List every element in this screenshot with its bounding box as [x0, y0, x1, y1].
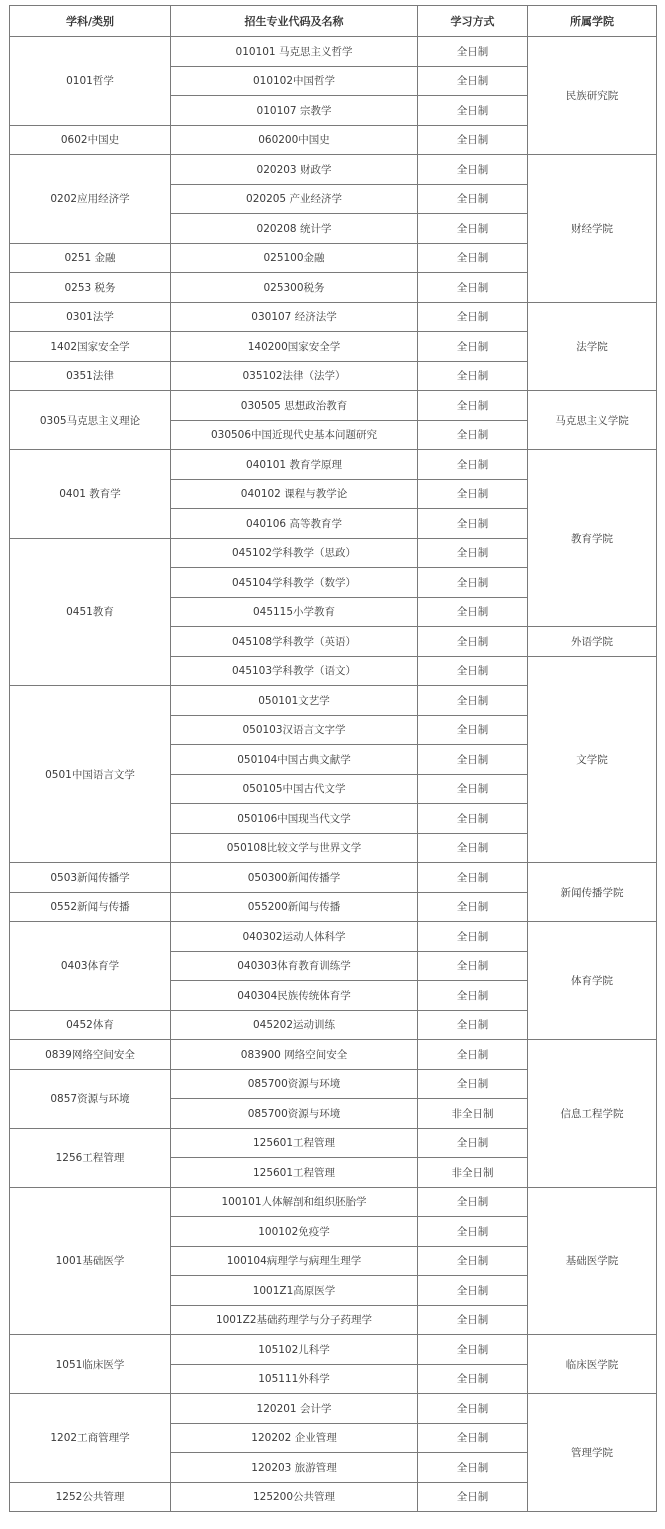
discipline-cell: 0253 税务	[10, 273, 171, 303]
table-row	[10, 450, 657, 480]
major-cell: 040303体育教育训练学	[171, 951, 418, 981]
study-mode-cell: 全日制	[418, 1394, 528, 1424]
study-mode-cell: 全日制	[418, 597, 528, 627]
major-cell: 100102免疫学	[171, 1217, 418, 1247]
study-mode-cell: 全日制	[418, 155, 528, 185]
study-mode-cell: 全日制	[418, 715, 528, 745]
major-cell: 045102学科教学（思政）	[171, 538, 418, 568]
discipline-cell: 1256工程管理	[10, 1128, 171, 1187]
major-cell: 050103汉语言文字学	[171, 715, 418, 745]
header-study-mode: 学习方式	[418, 6, 528, 37]
major-cell: 050101文艺学	[171, 686, 418, 716]
table-row	[10, 1040, 657, 1070]
major-cell: 020205 产业经济学	[171, 184, 418, 214]
discipline-cell: 1252公共管理	[10, 1482, 171, 1512]
major-cell: 045103学科教学（语文）	[171, 656, 418, 686]
study-mode-cell: 全日制	[418, 1276, 528, 1306]
major-cell: 010102中国哲学	[171, 66, 418, 96]
major-cell: 100104病理学与病理生理学	[171, 1246, 418, 1276]
major-cell: 055200新闻与传播	[171, 892, 418, 922]
discipline-cell: 0452体育	[10, 1010, 171, 1040]
college-cell: 基础医学院	[528, 1187, 657, 1335]
study-mode-cell: 全日制	[418, 538, 528, 568]
study-mode-cell: 全日制	[418, 1069, 528, 1099]
discipline-cell: 0503新闻传播学	[10, 863, 171, 893]
major-cell: 040106 高等教育学	[171, 509, 418, 539]
college-cell: 财经学院	[528, 155, 657, 303]
major-cell: 100101人体解剖和组织胚胎学	[171, 1187, 418, 1217]
major-cell: 085700资源与环境	[171, 1069, 418, 1099]
major-cell: 040304民族传统体育学	[171, 981, 418, 1011]
study-mode-cell: 全日制	[418, 774, 528, 804]
college-cell: 马克思主义学院	[528, 391, 657, 450]
table-row	[10, 391, 657, 421]
major-cell: 125200公共管理	[171, 1482, 418, 1512]
major-cell: 085700资源与环境	[171, 1099, 418, 1129]
major-cell: 020203 财政学	[171, 155, 418, 185]
major-cell: 050104中国古典文献学	[171, 745, 418, 775]
major-cell: 045108学科教学（英语）	[171, 627, 418, 657]
table-row	[10, 863, 657, 893]
major-cell: 025300税务	[171, 273, 418, 303]
study-mode-cell: 全日制	[418, 96, 528, 126]
study-mode-cell: 非全日制	[418, 1158, 528, 1188]
table-header	[10, 6, 657, 37]
study-mode-cell: 全日制	[418, 686, 528, 716]
discipline-cell: 0202应用经济学	[10, 155, 171, 244]
major-cell: 045115小学教育	[171, 597, 418, 627]
major-cell: 120203 旅游管理	[171, 1453, 418, 1483]
major-cell: 050105中国古代文学	[171, 774, 418, 804]
major-cell: 1001Z1高原医学	[171, 1276, 418, 1306]
study-mode-cell: 全日制	[418, 1040, 528, 1070]
study-mode-cell: 全日制	[418, 1335, 528, 1365]
discipline-cell: 1202工商管理学	[10, 1394, 171, 1483]
header-row	[10, 6, 657, 37]
discipline-cell: 0101哲学	[10, 37, 171, 126]
study-mode-cell: 全日制	[418, 420, 528, 450]
study-mode-cell: 全日制	[418, 37, 528, 67]
study-mode-cell: 全日制	[418, 243, 528, 273]
table-row	[10, 1187, 657, 1217]
study-mode-cell: 全日制	[418, 214, 528, 244]
table-row	[10, 1335, 657, 1365]
major-cell: 050300新闻传播学	[171, 863, 418, 893]
college-cell: 新闻传播学院	[528, 863, 657, 922]
major-cell: 120201 会计学	[171, 1394, 418, 1424]
study-mode-cell: 全日制	[418, 1305, 528, 1335]
discipline-cell: 0451教育	[10, 538, 171, 686]
study-mode-cell: 全日制	[418, 273, 528, 303]
table-body	[10, 37, 657, 1512]
major-cell: 120202 企业管理	[171, 1423, 418, 1453]
discipline-cell: 0552新闻与传播	[10, 892, 171, 922]
major-cell: 030107 经济法学	[171, 302, 418, 332]
study-mode-cell: 全日制	[418, 1246, 528, 1276]
major-cell: 045202运动训练	[171, 1010, 418, 1040]
admissions-table	[9, 5, 657, 1512]
discipline-cell: 0403体育学	[10, 922, 171, 1011]
study-mode-cell: 全日制	[418, 745, 528, 775]
major-cell: 010107 宗教学	[171, 96, 418, 126]
study-mode-cell: 全日制	[418, 1010, 528, 1040]
discipline-cell: 1402国家安全学	[10, 332, 171, 362]
header-discipline: 学科/类别	[10, 6, 171, 37]
study-mode-cell: 全日制	[418, 391, 528, 421]
study-mode-cell: 全日制	[418, 981, 528, 1011]
study-mode-cell: 全日制	[418, 656, 528, 686]
table-row	[10, 1394, 657, 1424]
discipline-cell: 0251 金融	[10, 243, 171, 273]
major-cell: 105111外科学	[171, 1364, 418, 1394]
study-mode-cell: 全日制	[418, 1187, 528, 1217]
major-cell: 030505 思想政治教育	[171, 391, 418, 421]
study-mode-cell: 全日制	[418, 479, 528, 509]
discipline-cell: 1001基础医学	[10, 1187, 171, 1335]
college-cell: 外语学院	[528, 627, 657, 657]
study-mode-cell: 全日制	[418, 863, 528, 893]
major-cell: 083900 网络空间安全	[171, 1040, 418, 1070]
study-mode-cell: 全日制	[418, 627, 528, 657]
study-mode-cell: 全日制	[418, 332, 528, 362]
major-cell: 105102儿科学	[171, 1335, 418, 1365]
study-mode-cell: 全日制	[418, 509, 528, 539]
header-major: 招生专业代码及名称	[171, 6, 418, 37]
study-mode-cell: 非全日制	[418, 1099, 528, 1129]
college-cell: 信息工程学院	[528, 1040, 657, 1188]
major-cell: 040102 课程与教学论	[171, 479, 418, 509]
study-mode-cell: 全日制	[418, 833, 528, 863]
study-mode-cell: 全日制	[418, 1128, 528, 1158]
discipline-cell: 0602中国史	[10, 125, 171, 155]
college-cell: 法学院	[528, 302, 657, 391]
study-mode-cell: 全日制	[418, 361, 528, 391]
major-cell: 010101 马克思主义哲学	[171, 37, 418, 67]
major-cell: 025100金融	[171, 243, 418, 273]
discipline-cell: 0501中国语言文学	[10, 686, 171, 863]
college-cell: 临床医学院	[528, 1335, 657, 1394]
major-cell: 125601工程管理	[171, 1158, 418, 1188]
study-mode-cell: 全日制	[418, 922, 528, 952]
discipline-cell: 0301法学	[10, 302, 171, 332]
major-cell: 140200国家安全学	[171, 332, 418, 362]
study-mode-cell: 全日制	[418, 1453, 528, 1483]
major-cell: 060200中国史	[171, 125, 418, 155]
major-cell: 050106中国现当代文学	[171, 804, 418, 834]
major-cell: 040101 教育学原理	[171, 450, 418, 480]
college-cell: 教育学院	[528, 450, 657, 627]
study-mode-cell: 全日制	[418, 125, 528, 155]
discipline-cell: 0857资源与环境	[10, 1069, 171, 1128]
major-cell: 035102法律（法学）	[171, 361, 418, 391]
study-mode-cell: 全日制	[418, 302, 528, 332]
college-cell: 文学院	[528, 656, 657, 863]
college-cell: 体育学院	[528, 922, 657, 1040]
table-row	[10, 155, 657, 185]
table-row	[10, 37, 657, 67]
discipline-cell: 0305马克思主义理论	[10, 391, 171, 450]
major-cell: 125601工程管理	[171, 1128, 418, 1158]
study-mode-cell: 全日制	[418, 951, 528, 981]
table-row	[10, 302, 657, 332]
study-mode-cell: 全日制	[418, 892, 528, 922]
discipline-cell: 1051临床医学	[10, 1335, 171, 1394]
study-mode-cell: 全日制	[418, 1364, 528, 1394]
discipline-cell: 0351法律	[10, 361, 171, 391]
discipline-cell: 0401 教育学	[10, 450, 171, 539]
major-cell: 045104学科教学（数学）	[171, 568, 418, 598]
study-mode-cell: 全日制	[418, 804, 528, 834]
major-cell: 040302运动人体科学	[171, 922, 418, 952]
study-mode-cell: 全日制	[418, 184, 528, 214]
study-mode-cell: 全日制	[418, 450, 528, 480]
study-mode-cell: 全日制	[418, 568, 528, 598]
header-college: 所属学院	[528, 6, 657, 37]
table-row	[10, 922, 657, 952]
study-mode-cell: 全日制	[418, 66, 528, 96]
major-cell: 1001Z2基础药理学与分子药理学	[171, 1305, 418, 1335]
major-cell: 030506中国近现代史基本问题研究	[171, 420, 418, 450]
major-cell: 050108比较文学与世界文学	[171, 833, 418, 863]
major-cell: 020208 统计学	[171, 214, 418, 244]
discipline-cell: 0839网络空间安全	[10, 1040, 171, 1070]
study-mode-cell: 全日制	[418, 1482, 528, 1512]
college-cell: 管理学院	[528, 1394, 657, 1512]
study-mode-cell: 全日制	[418, 1217, 528, 1247]
college-cell: 民族研究院	[528, 37, 657, 155]
study-mode-cell: 全日制	[418, 1423, 528, 1453]
